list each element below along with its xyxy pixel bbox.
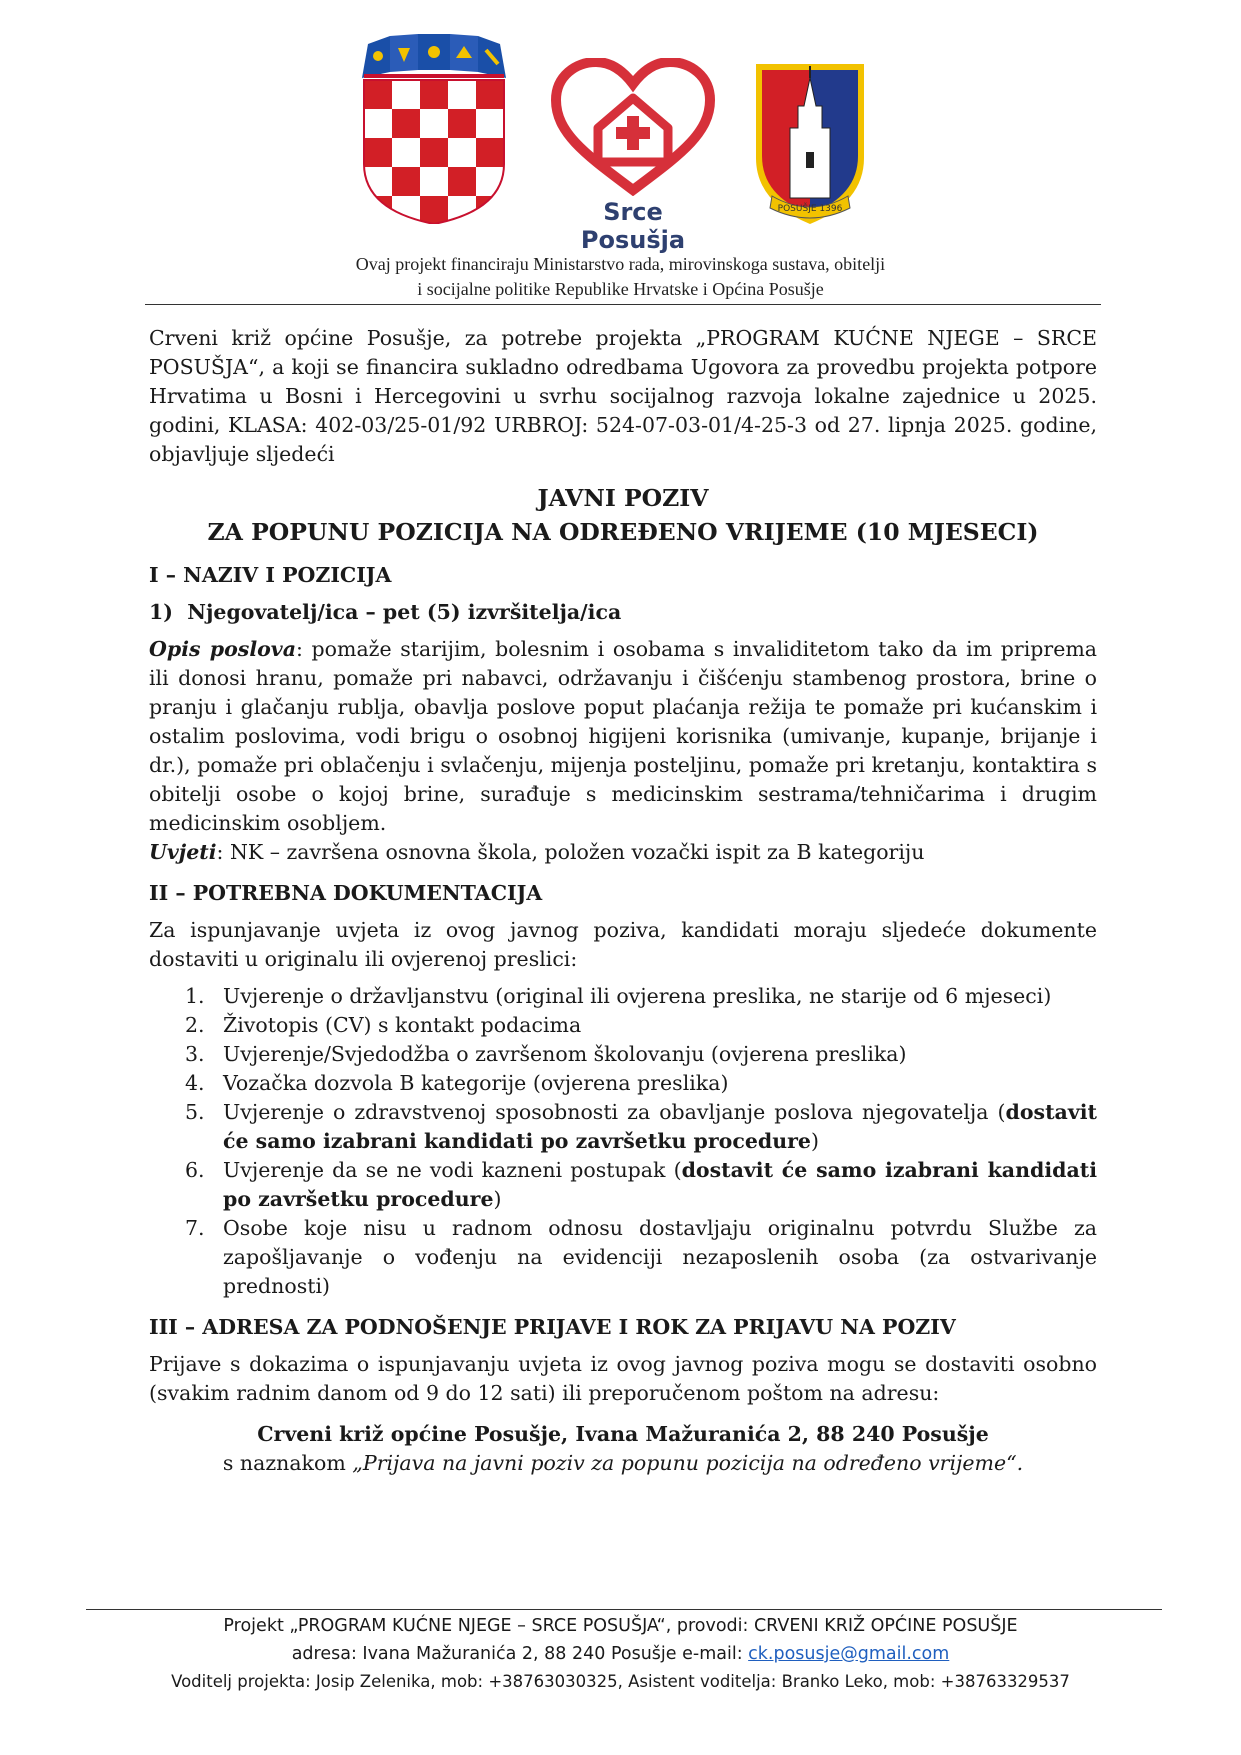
funding-note: [0, 252, 1241, 302]
list-item-number: 1.: [185, 984, 205, 1008]
list-item-number: 5.: [185, 1100, 205, 1124]
application-note-prefix: s naznakom: [222, 1451, 353, 1475]
list-item-text: Uvjerenje/Svjedodžba o završenom školovanju (ovjerena preslika): [223, 1042, 907, 1066]
list-item-number: 7.: [185, 1216, 205, 1240]
list-item: [149, 1214, 1097, 1301]
footer-address: adresa: Ivana Mažuranića 2, 88 240 Posušje e-mail:: [291, 1644, 749, 1664]
list-item-number: 3.: [185, 1042, 205, 1066]
position-title: Njegovatelj/ica – pet (5) izvršitelja/ica: [187, 600, 622, 624]
srce-posusja-logo: [548, 58, 718, 254]
intro-paragraph: Crveni križ općine Posušje, za potrebe projekta „PROGRAM KUĆNE NJEGE – SRCE POSUŠJA“, a koji se financira sukladno odredbama Ugovora za provedbu projekta potpore Hrvatima u Bosni i Hercegovini u svrhu socijalnog razvoja lokalne zajednice u 2025. godini, KLASA: 402-03/25-01/92 URBROJ: 524-07-03-01/4-25-3 od 27. lipnja 2025. godine, objavljuje sljedeći: [149, 326, 1097, 466]
list-item-text-bold: dostavit će samo izabrani kandidati po završetku procedure: [223, 1100, 1097, 1153]
list-item-text: Životopis (CV) s kontakt podacima: [223, 1013, 582, 1037]
list-item-text: Vozačka dozvola B kategorije (ovjerena preslika): [223, 1071, 729, 1095]
job-description-label: Opis poslova: [149, 637, 296, 661]
posusje-banner-text: POSUŠJE 1396: [777, 204, 843, 214]
documents-list: [149, 982, 1097, 1301]
list-item-text-after: ): [810, 1129, 819, 1153]
list-item: [149, 982, 1097, 1011]
list-item-number: 6.: [185, 1158, 205, 1182]
page-title: [149, 481, 1097, 549]
list-item-number: 4.: [185, 1071, 205, 1095]
document-body: [149, 324, 1097, 1478]
requirements-label: Uvjeti: [149, 840, 217, 864]
header-divider: [145, 304, 1101, 305]
requirements: [149, 838, 1097, 867]
funding-line-2: i socijalne politike Republike Hrvatske i Općina Posušje: [417, 279, 824, 299]
list-item: [149, 1098, 1097, 1156]
footer: [0, 1612, 1241, 1696]
list-item-text: Osobe koje nisu u radnom odnosu dostavljaju originalnu potvrdu Službe za zapošljavanje o vođenju na evidenciji nezaposlenih osoba (za ostvarivanje prednosti): [223, 1216, 1097, 1298]
application-address: Crveni križ općine Posušje, Ivana Mažuranića 2, 88 240 Posušje: [257, 1422, 989, 1446]
footer-line-3: Voditelj projekta: Josip Zelenika, mob: +38763030325, Asistent voditelja: Branko Leko, mob: +38763329537: [171, 1672, 1070, 1691]
section-2-heading: II – POTREBNA DOKUMENTACIJA: [149, 881, 543, 905]
list-item-text-after: ): [493, 1187, 502, 1211]
list-item-text-bold: dostavit će samo izabrani kandidati po završetku procedure: [223, 1158, 1097, 1211]
application-note: [149, 1449, 1097, 1478]
section-1-heading: I – NAZIV I POZICIJA: [149, 563, 392, 587]
heart-house-cross-icon: [548, 58, 718, 196]
job-description-text: : pomaže starijim, bolesnim i osobama s invaliditetom tako da im priprema ili donosi hranu, pomaže pri nabavci, održavanju i čišćenju stambenog prostora, brine o pranju i glačanju rublja, obavlja poslove poput plaćanja režija te pomaže pri kućanskim i ostalim poslovima, vodi brigu o osobnoj higijeni korisnika (umivanje, kupanje, brijanje i dr.), pomaže pri oblačenju i svlačenju, mijenja posteljinu, pomaže pri kretanju, kontaktira s obitelji osobe o kojoj brine, surađuje s medicinskim sestrama/tehničarima i drugim medicinskim osobljem.: [149, 637, 1097, 835]
list-item-text: [223, 1098, 1097, 1156]
list-item: [149, 1156, 1097, 1214]
list-item: [149, 1040, 1097, 1069]
title-line-1: JAVNI POZIV: [537, 484, 709, 512]
list-item-text-main: Uvjerenje da se ne vodi kazneni postupak (: [223, 1158, 682, 1182]
application-text: Prijave s dokazima o ispunjavanju uvjeta iz ovog javnog poziva mogu se dostaviti osobno (svakim radnim danom od 9 do 12 sati) ili preporučenom poštom na adresu:: [149, 1352, 1097, 1405]
position-number: 1): [149, 600, 173, 624]
footer-divider: [86, 1609, 1162, 1610]
header-logos: [0, 34, 1241, 254]
croatian-coat-of-arms-icon: [360, 34, 508, 224]
position-item: [149, 598, 1097, 627]
list-item-text: [223, 1156, 1097, 1214]
list-item-number: 2.: [185, 1013, 205, 1037]
job-description: [149, 635, 1097, 838]
requirements-text: : NK – završena osnovna škola, položen vozački ispit za B kategoriju: [216, 840, 925, 864]
list-item-text: Uvjerenje o državljanstvu (original ili ovjerena preslika, ne starije od 6 mjeseci): [223, 984, 1052, 1008]
list-item: [149, 1069, 1097, 1098]
srce-posusja-brand-text: Srce Posušja: [580, 198, 686, 254]
application-note-italic: „Prijava na javni poziv za popunu pozicija na određeno vrijeme“.: [352, 1451, 1024, 1475]
list-item-text-main: Uvjerenje o zdravstvenoj sposobnosti za obavljanje poslova njegovatelja (: [223, 1100, 1006, 1124]
documents-intro: Za ispunjavanje uvjeta iz ovog javnog poziva, kandidati moraju sljedeće dokumente dostaviti u originalu ili ovjerenoj preslici:: [149, 918, 1097, 971]
footer-line-1: Projekt „PROGRAM KUĆNE NJEGE – SRCE POSUŠJA“, provodi: CRVENI KRIŽ OPĆINE POSUŠJE: [223, 1616, 1018, 1636]
posusje-coat-of-arms-icon: [752, 58, 868, 226]
funding-line-1: Ovaj projekt financiraju Ministarstvo rada, mirovinskoga sustava, obitelji: [355, 254, 886, 274]
footer-line-2: [0, 1640, 1241, 1668]
list-item: [149, 1011, 1097, 1040]
section-3-heading: III – ADRESA ZA PODNOŠENJE PRIJAVE I ROK ZA PRIJAVU NA POZIV: [149, 1315, 956, 1339]
email-link[interactable]: ck.posusje@gmail.com: [748, 1644, 950, 1664]
title-line-2: ZA POPUNU POZICIJA NA ODREĐENO VRIJEME (10 MJESECI): [207, 518, 1039, 546]
